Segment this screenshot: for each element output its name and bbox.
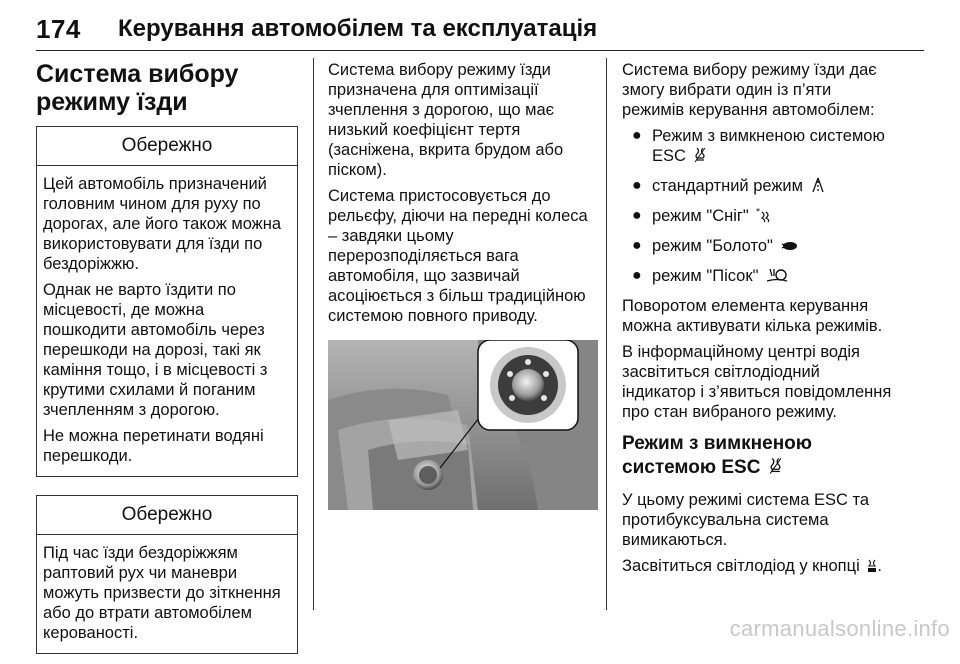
- led-text: Засвітиться світлодіод у кнопці: [622, 557, 860, 575]
- esc-off-icon: [769, 457, 782, 482]
- column-left: [36, 60, 298, 664]
- warning-paragraph: Цей автомобіль призначений головним чином для руху по дорогах, але його також можна використовувати для їзди по бездоріжжю.: [43, 175, 282, 273]
- esc-button-icon: [867, 558, 877, 578]
- bullet: ●: [632, 177, 642, 194]
- column-right: [622, 60, 892, 584]
- svg-text:*: *: [756, 207, 761, 216]
- warning-heading: Обережно: [37, 127, 297, 166]
- mode-label: стандартний режим: [652, 177, 803, 195]
- body-paragraph: Система вибору режиму їзди призначена для оптимізації зчеплення з дорогою, що має низький коефіцієнт тертя (засніжена, вкрита брудом або піском).: [328, 61, 564, 179]
- warning-box: [36, 126, 298, 477]
- running-title: Керування автомобілем та експлуатація: [118, 15, 598, 42]
- list-item: [622, 176, 892, 198]
- bullet: ●: [632, 237, 642, 254]
- column-divider: [313, 58, 314, 610]
- watermark: carmanualsonline.info: [729, 616, 950, 641]
- sand-mode-icon: [766, 267, 788, 288]
- body-paragraph: Поворотом елемента керування можна активувати кілька режимів.: [622, 297, 883, 335]
- warning-body: [37, 535, 297, 653]
- console-illustration: [328, 340, 598, 510]
- standard-mode-icon: [811, 177, 825, 198]
- esc-off-icon: [694, 147, 706, 168]
- warning-paragraph: Однак не варто їздити по місцевості, де можна пошкодити автомобіль через перешкоди на дорозі, такі як каміння тощо, і в місцевості з крутими схилами й поганим зчепленням з дорогою.: [43, 281, 268, 419]
- intro-paragraph: Система вибору режиму їзди дає змогу вибрати один із п’яти режимів керування автомобілем:: [622, 61, 877, 119]
- list-item: [622, 266, 892, 288]
- bullet: ●: [632, 267, 642, 284]
- warning-paragraph: Під час їзди бездоріжжям раптовий рух чи маневри можуть призвести до зіткнення або до втрати автомобілем керованості.: [43, 544, 281, 642]
- mode-label: Режим з вимкненою системою ESC: [652, 127, 885, 165]
- body-paragraph: У цьому режимі система ESC та протибуксувальна система вимикаються.: [622, 491, 870, 549]
- body-paragraph: Засвітиться світлодіод у кнопці .: [622, 556, 892, 578]
- list-item: [622, 206, 892, 228]
- list-item: [622, 236, 892, 258]
- page-number: 174: [36, 14, 81, 44]
- bullet: ●: [632, 127, 642, 144]
- mode-list: [622, 126, 892, 288]
- warning-body: [37, 166, 297, 476]
- list-item: [622, 126, 892, 168]
- page-header: [36, 10, 924, 51]
- column-divider: [606, 58, 607, 610]
- subsection-title-text: Режим з вимкненою системою ESC: [622, 433, 812, 478]
- warning-paragraph: Не можна перетинати водяні перешкоди.: [43, 427, 264, 465]
- mode-label: режим "Сніг": [652, 207, 749, 225]
- column-middle: [328, 60, 600, 510]
- warning-box: [36, 495, 298, 654]
- warning-heading: Обережно: [37, 496, 297, 535]
- body-paragraph: В інформаційному центрі водія засвітиться світлодіодний індикатор і з’явиться повідомлення про стан вибраного режиму.: [622, 343, 892, 421]
- subsection-title: [622, 432, 892, 482]
- bullet: ●: [632, 207, 642, 224]
- section-title: Система вибору режиму їзди: [36, 60, 239, 116]
- body-paragraph: Система пристосовується до рельєфу, діючи на передні колеса – завдяки цьому перерозподіляється вага автомобіля, що зазвичай асоціюється з більш традиційною системою повного приводу.: [328, 187, 588, 325]
- mode-label: режим "Пісок": [652, 267, 759, 285]
- snow-mode-icon: [756, 207, 772, 228]
- mode-label: режим "Болото": [652, 237, 773, 255]
- mode-selector-photo: [328, 340, 598, 510]
- mud-mode-icon: [780, 238, 798, 258]
